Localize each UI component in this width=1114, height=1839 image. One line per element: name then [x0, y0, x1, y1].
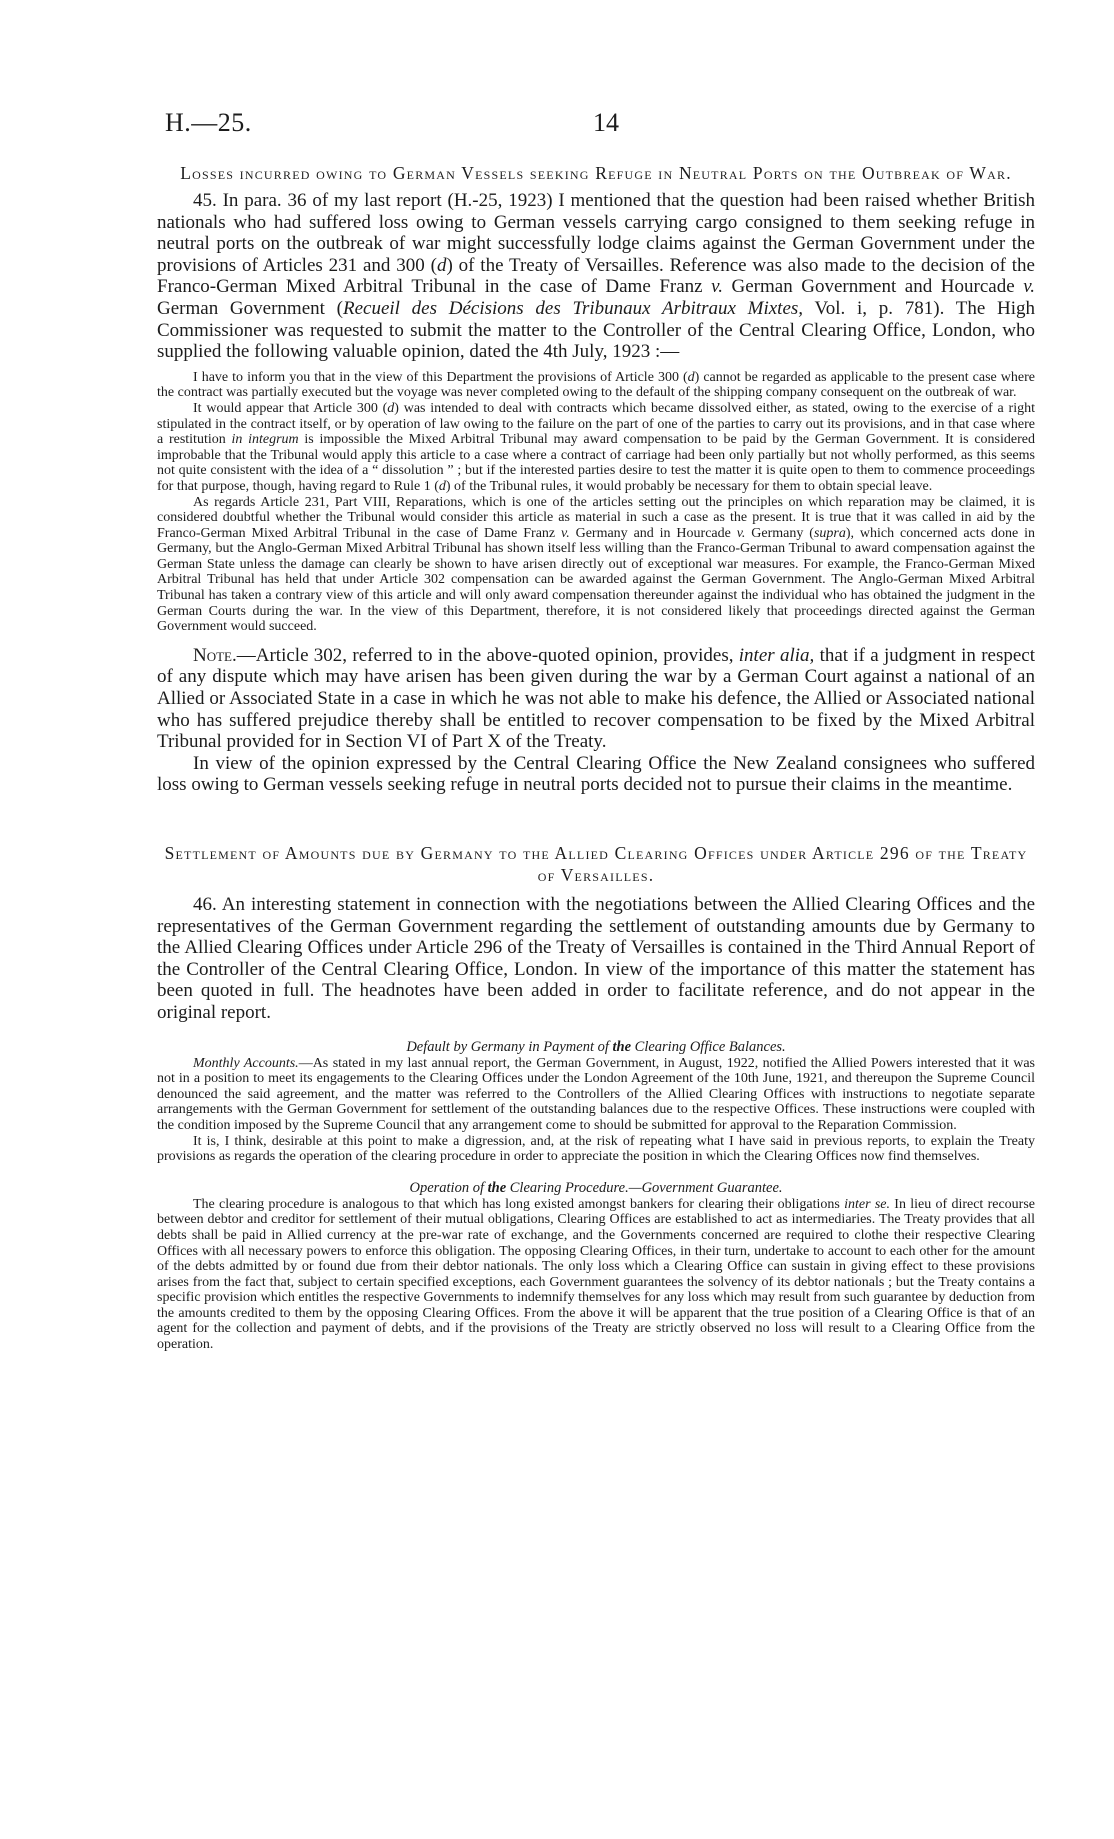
- monthly-accounts-paragraph: Monthly Accounts.—As stated in my last annual report, the German Government, in August, 1922, notified the Allied Powers interested that it was not in a position to meet its engagements to the Clearing Offices under the London Agreement of the 10th June, 1921, and thereupon the Supreme Council denounced the said agreement, and the matter was referred to the Controllers of the Allied Clearing Offices with instructions to negotiate separate arrangements with the German Government for settlement of the outstanding balances due to the respective Offices. These instructions were coupled with the condition imposed by the Supreme Council that any arrangement come to should be submitted for approval to the Reparation Commission.: [157, 1055, 1035, 1133]
- quote-paragraph: I have to inform you that in the view of this Department the provisions of Article 300 (d) cannot be regarded as applicable to the present case where the contract was partially executed but the voyage was never completed owing to the default of the shipping company consequent on the outbreak of war.: [157, 369, 1035, 401]
- note-paragraph: Note.—Article 302, referred to in the above-quoted opinion, provides, inter alia, that if a judgment in respect of any dispute which may have arisen has been given during the war by a German Court against a national of an Allied or Associated State in a case in which he was not able to make his defence, the Allied or Associated national who has suffered prejudice thereby shall be entitled to recover compensation to be fixed by the Mixed Arbitral Tribunal provided for in Section VI of Part X of the Treaty.: [157, 644, 1035, 753]
- page-header: [165, 108, 1035, 142]
- page-number: 14: [593, 108, 619, 137]
- paragraph-45: 45. In para. 36 of my last report (H.-25, 1923) I mentioned that the question had been raised whether British nationals who had suffered loss owing to German vessels carrying cargo consigned to them seeking refuge in neutral ports on the outbreak of war might successfully lodge claims against the German Government under the provisions of Articles 231 and 300 (d) of the Treaty of Versailles. Reference was also made to the decision of the Franco-German Mixed Arbitral Tribunal in the case of Dame Franz v. German Government and Hourcade v. German Government (Recueil des Décisions des Tribunaux Arbitraux Mixtes, Vol. i, p. 781). The High Commissioner was requested to submit the matter to the Controller of the Central Clearing Office, London, who supplied the following valuable opinion, dated the 4th July, 1923 :—: [157, 190, 1035, 363]
- page-content: [157, 162, 1035, 1353]
- quoted-opinion: [157, 370, 1035, 635]
- section-heading-losses: Losses incurred owing to German Vessels seeking Refuge in Neutral Ports on the Outbreak of War.: [180, 163, 1012, 183]
- quote-paragraph: As regards Article 231, Part VIII, Reparations, which is one of the articles setting out the principles on which reparation may be claimed, it is considered doubtful whether the Tribunal would consider this article as material in such a case as the present. It is true that it was called in aid by the Franco-German Mixed Arbitral Tribunal in the case of Dame Franz v. Germany and in Hourcade v. Germany (supra), which concerned acts done in Germany, but the Anglo-German Mixed Arbitral Tribunal has shown itself less willing than the Franco-German Tribunal to award compensation against the German State unless the damage can clearly be shown to have arisen directly out of exceptional war measures. For example, the Franco-German Mixed Arbitral Tribunal has held that under Article 302 compensation can be awarded against the German Government. The Anglo-German Mixed Arbitral Tribunal has taken a contrary view of this article and will only award compensation thereunder against the individual who has obtained the judgment in the German Courts during the war. In the view of this Department, therefore, it is not considered likely that proceedings directed against the German Government would succeed.: [157, 494, 1035, 635]
- digression-paragraph: It is, I think, desirable at this point to make a digression, and, at the risk of repeating what I have said in previous reports, to explain the Treaty provisions as regards the operation of the clearing procedure in order to appreciate the position in which the Clearing Offices now find themselves.: [157, 1133, 1035, 1165]
- document-reference: H.—25.: [165, 108, 252, 137]
- conclusion-paragraph: In view of the opinion expressed by the Central Clearing Office the New Zealand consignees who suffered loss owing to German vessels seeking refuge in neutral ports decided not to pursue their claims in the meantime.: [157, 752, 1035, 796]
- subheading-default: Default by Germany in Payment of the Clearing Office Balances.: [406, 1038, 786, 1055]
- procedure-paragraph: The clearing procedure is analogous to that which has long existed amongst bankers for clearing their obligations inter se. In lieu of direct recourse between debtor and creditor for settlement of their mutual obligations, Clearing Offices are established to act as intermediaries. The Treaty provides that all debts shall be paid in Allied currency at the pre-war rate of exchange, and the Governments concerned are required to clothe their respective Clearing Offices with all necessary powers to enforce this obligation. The opposing Clearing Offices, in their turn, undertake to account to each other for the amount of the debts admitted by or found due from their debtor nationals. The only loss which a Clearing Office can sustain in giving effect to these provisions arises from the fact that, subject to certain specified exceptions, each Government guarantees the solvency of its debtor nationals ; but the Treaty contains a specific provision which entitles the respective Governments to indemnify themselves for any loss which may result from such guarantee by deduction from the amounts credited to them by the opposing Clearing Offices. From the above it will be apparent that the true position of a Clearing Office is that of an agent for the collection and payment of debts, and if the provisions of the Treaty are strictly observed no loss will result to a Clearing Office from the operation.: [157, 1196, 1036, 1353]
- subheading-operation: Operation of the Clearing Procedure.—Government Guarantee.: [409, 1179, 783, 1196]
- section-heading-settlement: Settlement of Amounts due by Germany to the Allied Clearing Offices under Article 296 of the Treaty of Versailles.: [164, 843, 1028, 885]
- note-label: Note.: [193, 644, 237, 666]
- monthly-accounts-lead: Monthly Accounts.: [193, 1055, 299, 1071]
- paragraph-46: 46. An interesting statement in connection with the negotiations between the Allied Clearing Offices and the representatives of the German Government regarding the settlement of outstanding amounts due by Germany to the Allied Clearing Offices under Article 296 of the Treaty of Versailles is contained in the Third Annual Report of the Controller of the Central Clearing Office, London. In view of the importance of this matter the statement has been quoted in full. The headnotes have been added in order to facilitate reference, and do not appear in the original report.: [157, 894, 1035, 1023]
- quote-paragraph: It would appear that Article 300 (d) was intended to deal with contracts which became dissolved either, as stated, owing to the exercise of a right stipulated in the contract itself, or by operation of law owing to the failure on the part of one of the parties to carry out its provisions, and in that case where a restitution in integrum is impossible the Mixed Arbitral Tribunal may award compensation to be paid by the German Government. It is considered improbable that the Tribunal would apply this article to a case where a contract of carriage had been only partially but not wholly performed, as this seems not quite consistent with the idea of a “ dissolution ” ; but if the interested parties desire to test the matter it is quite open to them to commence proceedings for that purpose, though, having regard to Rule 1 (d) of the Tribunal rules, it would probably be necessary for them to obtain special leave.: [157, 400, 1035, 494]
